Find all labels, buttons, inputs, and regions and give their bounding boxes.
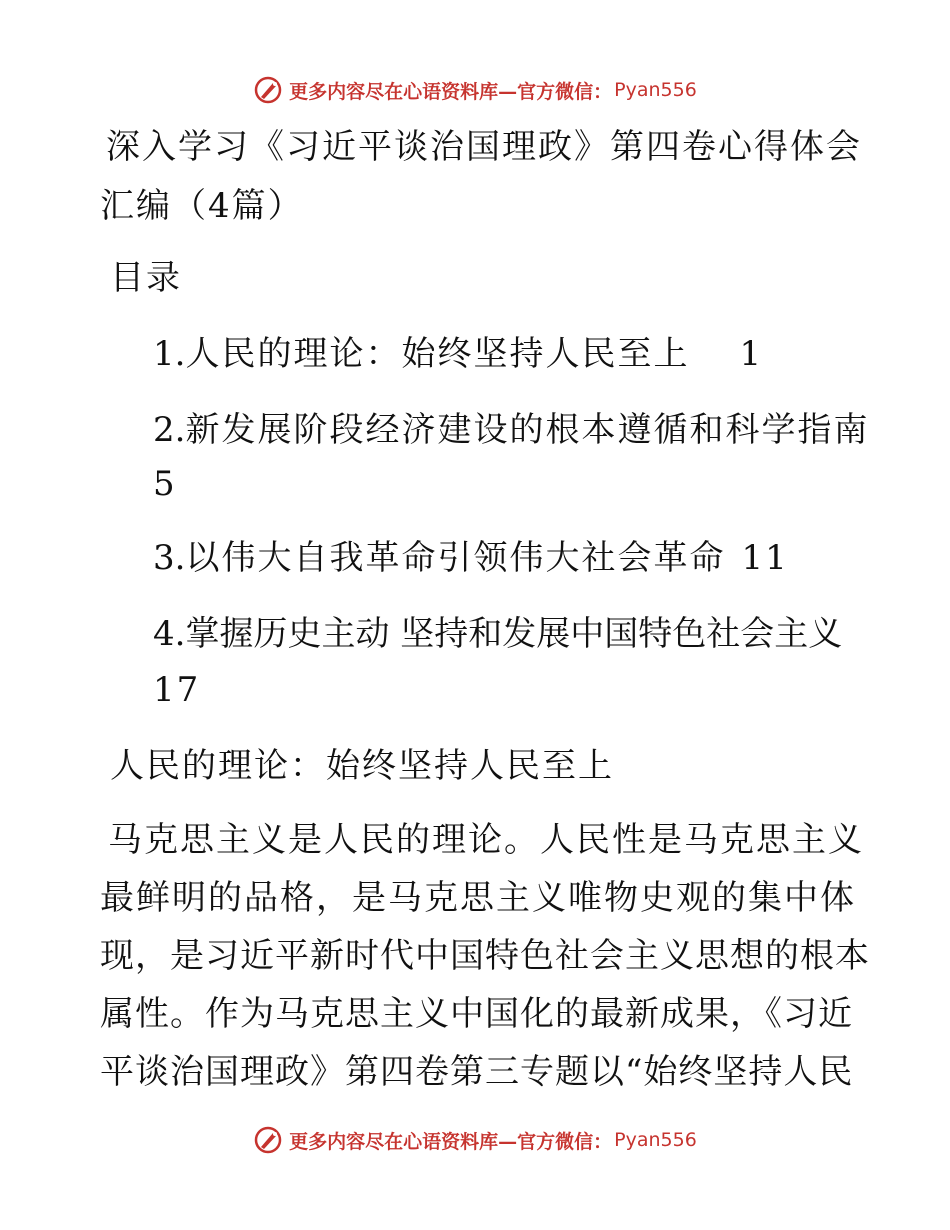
pen-seal-icon <box>253 75 283 105</box>
toc-entry[interactable] <box>153 334 763 374</box>
document-title-line1: 深入学习《习近平谈治国理政》第四卷心得体会 <box>106 127 862 167</box>
toc-entry-title: 新发展阶段经济建设的根本遵循和科学指南 <box>185 410 870 450</box>
watermark-text: 更多内容尽在心语资料库—官方微信： <box>289 1130 613 1153</box>
toc-entry[interactable] <box>153 410 869 450</box>
watermark-wechat: Pyan556 <box>614 1129 697 1151</box>
toc-entry-number: 4. <box>153 614 186 654</box>
toc-entry-page: 11 <box>741 538 789 578</box>
body-line: 马克思主义是人民的理论。人民性是马克思主义 <box>108 820 864 860</box>
section-heading: 人民的理论：始终坚持人民至上 <box>110 746 614 786</box>
toc-entry-number: 2. <box>153 410 186 450</box>
toc-entry-page: 5 <box>153 464 177 504</box>
toc-entry[interactable] <box>153 614 842 654</box>
toc-entry-page: 17 <box>153 670 201 710</box>
toc-entry[interactable] <box>153 538 789 578</box>
watermark-banner-bottom <box>0 1120 950 1160</box>
body-line: 现，是习近平新时代中国特色社会主义思想的根本 <box>100 936 870 976</box>
toc-heading: 目录 <box>110 258 182 298</box>
body-line: 属性。作为马克思主义中国化的最新成果，《习近 <box>100 994 853 1034</box>
watermark-banner-top <box>0 70 950 110</box>
toc-entry-title: 人民的理论：始终坚持人民至上 <box>185 334 690 374</box>
body-line: 最鲜明的品格，是马克思主义唯物史观的集中体 <box>100 878 856 918</box>
toc-entry-page: 1 <box>739 334 764 374</box>
document-title-line2: 汇编（4篇） <box>100 186 304 226</box>
watermark-text: 更多内容尽在心语资料库—官方微信： <box>289 80 613 103</box>
pen-seal-icon <box>253 1125 283 1155</box>
toc-entry-title: 掌握历史主动 坚持和发展中国特色社会主义 <box>185 614 843 654</box>
body-line: 平谈治国理政》第四卷第三专题以“始终坚持人民 <box>100 1052 854 1092</box>
toc-entry-number: 1. <box>153 334 186 374</box>
watermark-wechat: Pyan556 <box>614 79 697 101</box>
toc-entry-number: 3. <box>153 538 186 578</box>
toc-entry-title: 以伟大自我革命引领伟大社会革命 <box>185 538 726 578</box>
